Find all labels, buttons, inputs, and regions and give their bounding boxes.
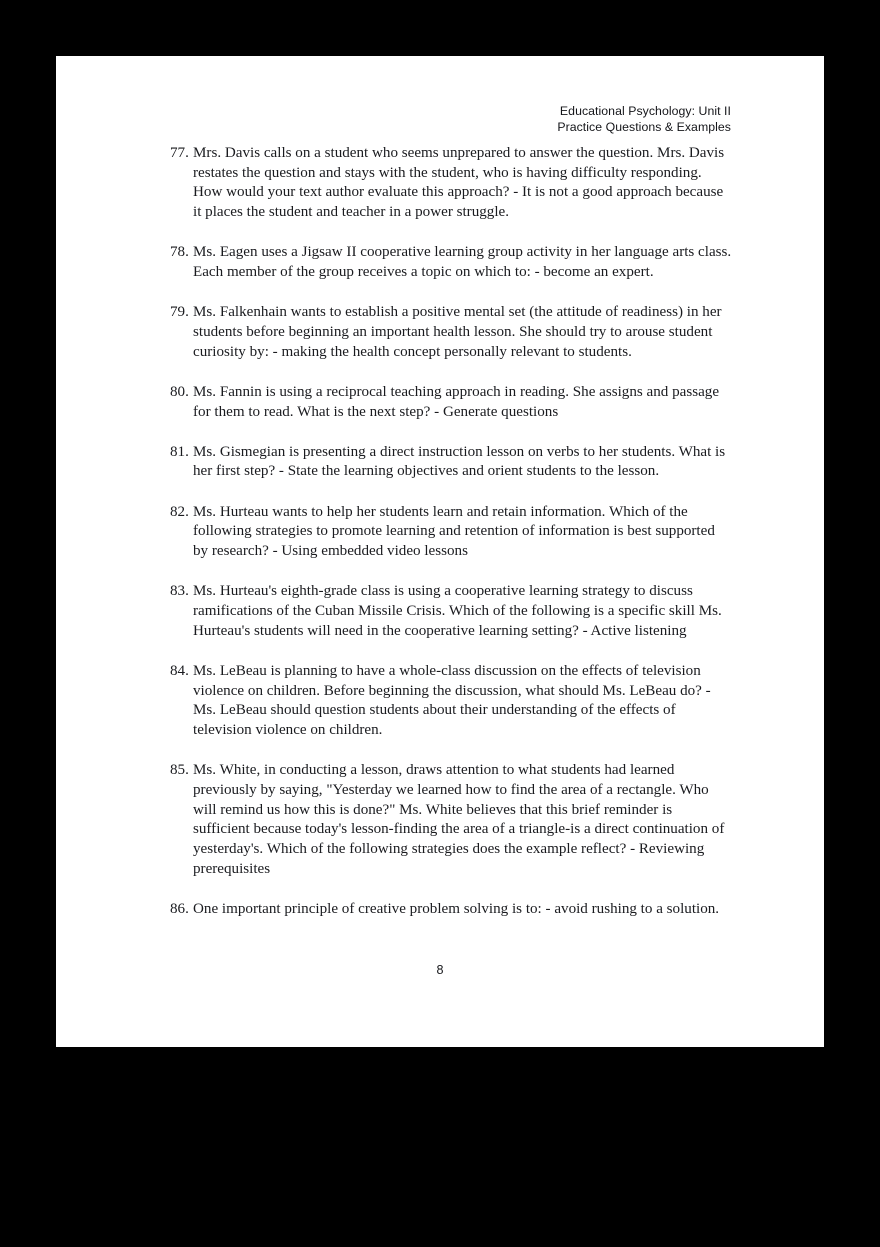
question-number: 78. [170,244,189,261]
question-text: Ms. Gismegian is presenting a direct instruction lesson on verbs to her students. What is her first step? - State the learning objectives and orient students to the lesson. [193,443,726,480]
question-item [170,443,732,482]
question-list [170,144,732,920]
question-text: Mrs. Davis calls on a student who seems unprepared to answer the question. Mrs. Davis restates the question and stays with the student, who is having difficulty responding. How would your text author evaluate this approach? - It is not a good approach because it places the student and teacher in a power struggle. [193,145,725,221]
document-page [56,56,824,1047]
question-number: 82. [170,503,189,520]
question-number: 77. [170,145,189,161]
question-item [170,243,732,282]
question-text: Ms. Hurteau wants to help her students learn and retain information. Which of the following strategies to promote learning and retention of information is best supported by research? - Using embedded video lessons [193,503,715,560]
question-number: 80. [170,383,189,400]
question-item [170,662,732,741]
question-item [170,582,732,641]
question-item [170,900,732,920]
question-text: Ms. Fannin is using a reciprocal teaching approach in reading. She assigns and passage for them to read. What is the next step? - Generate questions [193,383,720,420]
question-number: 83. [170,583,189,600]
header-line-2: Practice Questions & Examples [557,119,731,134]
question-number: 85. [170,762,189,779]
question-item [170,303,732,362]
question-number: 81. [170,443,189,460]
running-header [557,104,731,135]
question-number: 79. [170,304,189,321]
question-item [170,761,732,879]
question-item [170,503,732,562]
question-text: Ms. Eagen uses a Jigsaw II cooperative learning group activity in her language arts class. Each member of the group receives a topic on which to: - become an expert. [193,244,732,281]
page-number: 8 [436,963,444,977]
question-number: 84. [170,662,189,679]
question-text: One important principle of creative problem solving is to: - avoid rushing to a solution. [193,900,720,917]
question-text: Ms. LeBeau is planning to have a whole-class discussion on the effects of television violence on children. Before beginning the discussion, what should Ms. LeBeau do? - Ms. LeBeau should question students about their understanding of the effects of television violence on children. [193,662,711,738]
question-text: Ms. Falkenhain wants to establish a positive mental set (the attitude of readiness) in her students before beginning an important health lesson. She should try to arouse student curiosity by: - making the health concept personally relevant to students. [193,304,722,360]
header-line-1: Educational Psychology: Unit II [559,104,731,118]
question-item [170,383,732,422]
question-item [170,144,732,223]
question-number: 86. [170,900,189,917]
question-text: Ms. Hurteau's eighth-grade class is using a cooperative learning strategy to discuss ramifications of the Cuban Missile Crisis. Which of the following is a specific skill Ms. Hurteau's students will need in the cooperative learning setting? - Active listening [193,583,722,639]
question-text: Ms. White, in conducting a lesson, draws attention to what students had learned previously by saying, "Yesterday we learned how to find the area of a rectangle. Who will remind us how this is done?" Ms. White believes that this brief reminder is sufficient because today's lesson-finding the area of a triangle-is a direct continuation of yesterday's. Which of the following strategies does the example reflect? - Reviewing prerequisites [193,762,725,877]
